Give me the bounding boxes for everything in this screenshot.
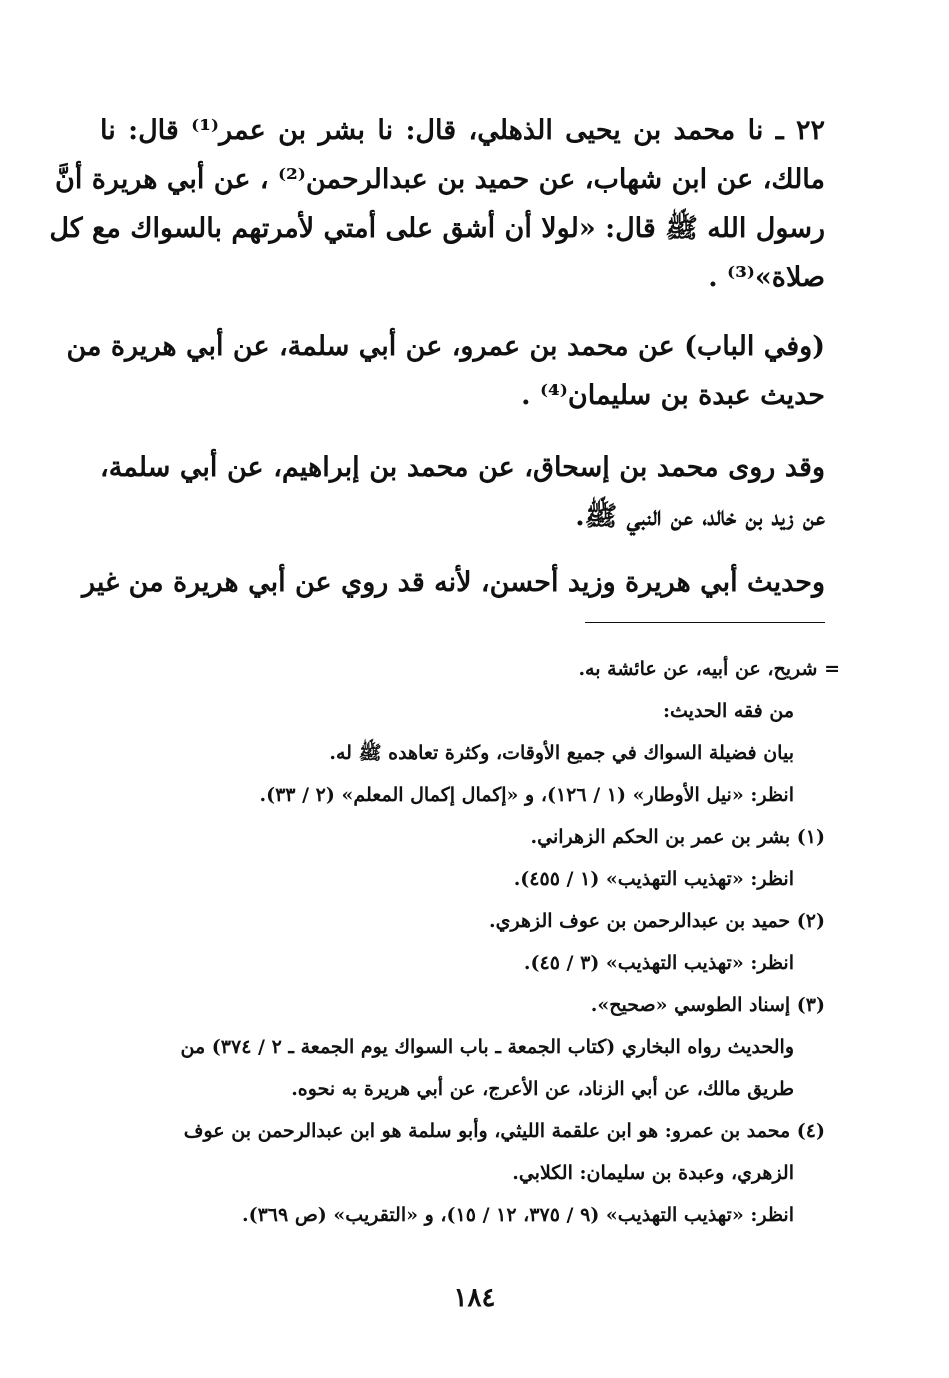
text-line: مالك، عن ابن شهاب، عن حميد بن عبدالرحمن⁽²⁾ ، عن أبي هريرة أنَّ (55, 164, 825, 195)
text-line: عن زيد بن خالد، عن النبي ﷺ. (575, 501, 825, 532)
footnote-line: الزهري، وعبدة بن سليمان: الكلابي. (512, 1162, 794, 1184)
text-line: (وفي الباب) عن محمد بن عمرو، عن أبي سلمة، عن أبي هريرة من (66, 331, 825, 362)
text-line: صلاة»⁽³⁾ . (708, 262, 825, 293)
footnote-line: بيان فضيلة السواك في جميع الأوقات، وكثرة تعاهده ﷺ له. (329, 742, 794, 764)
text-line: حديث عبدة بن سليمان⁽⁴⁾ . (521, 380, 825, 411)
text-line: رسول الله ﷺ قال: «لولا أن أشق على أمتي لأمرتهم بالسواك مع كل (49, 213, 825, 244)
text-line: وحديث أبي هريرة وزيد أحسن، لأنه قد روي عن أبي هريرة من غير (82, 567, 825, 598)
footnote-line: انظر: «نيل الأوطار» (١ / ١٢٦)، و «إكمال إكمال المعلم» (٢ / ٣٣). (259, 784, 794, 806)
footnote-4: (٤) محمد بن عمرو: هو ابن علقمة الليثي، وأبو سلمة هو ابن عبدالرحمن بن عوف (183, 1120, 825, 1142)
footnote-line: انظر: «تهذيب التهذيب» (١ / ٤٥٥). (513, 868, 794, 890)
footnote-line: انظر: «تهذيب التهذيب» (٣ / ٤٥). (523, 952, 794, 974)
footnote-line: والحديث رواه البخاري (كتاب الجمعة ـ باب السواك يوم الجمعة ـ ٢ / ٣٧٤) من (180, 1036, 794, 1058)
text-line: ٢٢ ـ نا محمد بن يحيى الذهلي، قال: نا بشر بن عمر⁽¹⁾ قال: نا (100, 115, 825, 146)
page-number: ١٨٤ (453, 1283, 496, 1313)
text-line: وقد روى محمد بن إسحاق، عن محمد بن إبراهيم، عن أبي سلمة، (100, 452, 825, 483)
footnotes-section (49, 0, 840, 1378)
footnote-1: (١) بشر بن عمر بن الحكم الزهراني. (530, 826, 825, 848)
footnote-line: طريق مالك، عن أبي الزناد، عن الأعرج، عن أبي هريرة به نحوه. (291, 1078, 794, 1100)
footnote-3: (٣) إسناد الطوسي «صحيح». (590, 994, 825, 1016)
footnote-2: (٢) حميد بن عبدالرحمن بن عوف الزهري. (488, 910, 825, 932)
footnote-line: انظر: «تهذيب التهذيب» (٩ / ٣٧٥، ١٢ / ١٥)، و «التقريب» (ص ٣٦٩). (241, 1204, 794, 1226)
footnote-heading: من فقه الحديث: (662, 700, 794, 722)
footnote-line: = شريح، عن أبيه، عن عائشة به. (578, 658, 840, 680)
